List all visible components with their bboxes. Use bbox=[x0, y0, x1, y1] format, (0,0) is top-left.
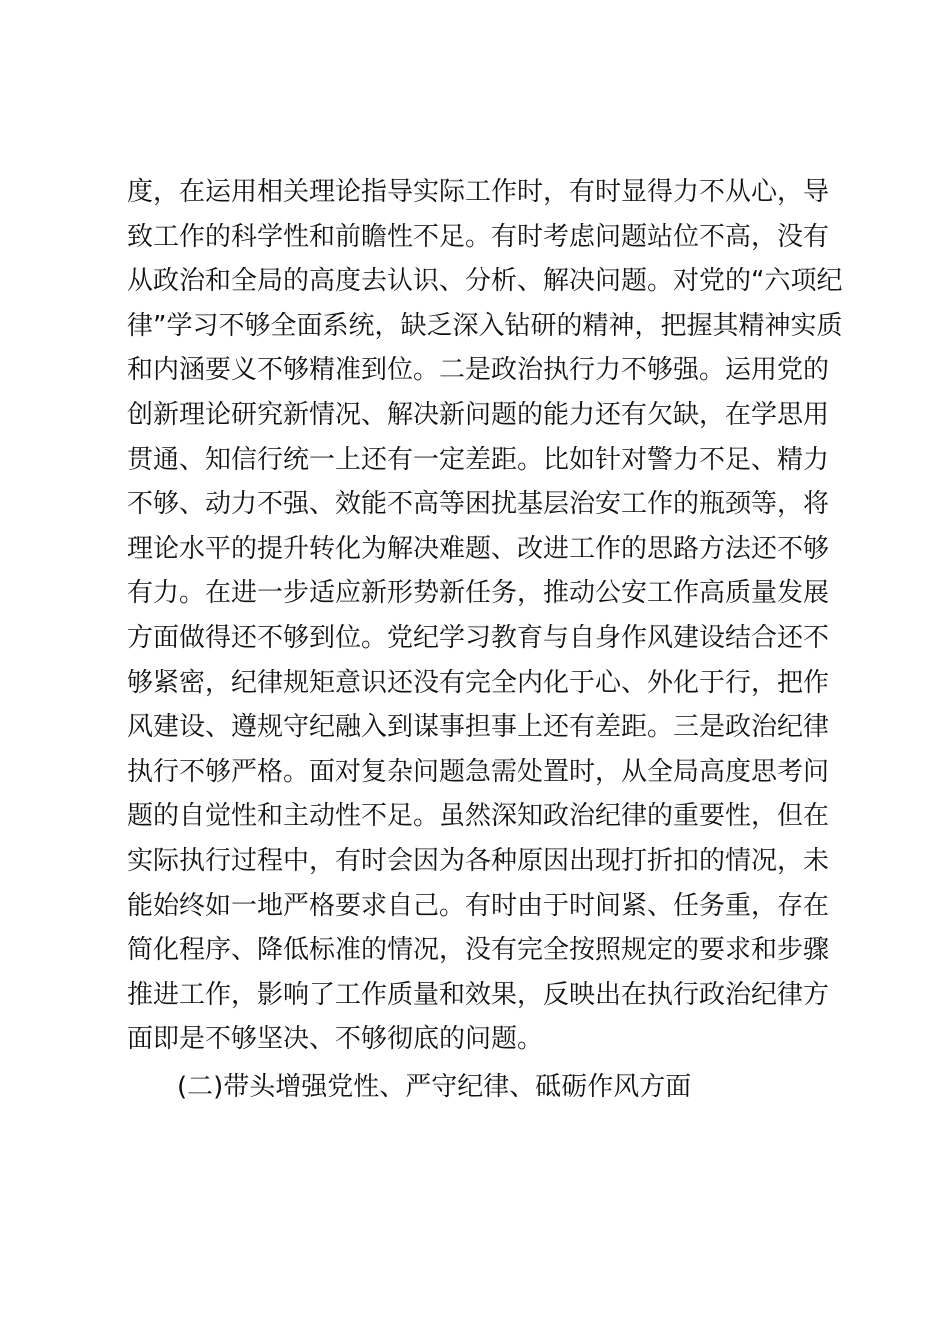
body-paragraph bbox=[127, 170, 843, 1062]
paragraph-line: 面即是不够坚决、不够彻底的问题。 bbox=[127, 1024, 544, 1055]
paragraph-line: 方面做得还不够到位。党纪学习教育与自身作风建设结合还不 bbox=[127, 622, 830, 653]
paragraph-line: 律”学习不够全面系统，缺乏深入钻研的精神，把握其精神实质 bbox=[127, 310, 843, 341]
paragraph-line: 理论水平的提升转化为解决难题、改进工作的思路方法还不够 bbox=[127, 533, 830, 564]
paragraph-line: 贯通、知信行统一上还有一定差距。比如针对警力不足、精力 bbox=[127, 444, 830, 475]
paragraph-line: 简化程序、降低标准的情况，没有完全按照规定的要求和步骤 bbox=[127, 935, 830, 966]
paragraph-line: 从政治和全局的高度去认识、分析、解决问题。对党的“六项纪 bbox=[127, 266, 843, 297]
section-heading: (二)带头增强党性、严守纪律、砥砺作风方面 bbox=[177, 1072, 692, 1102]
paragraph-line: 创新理论研究新情况、解决新问题的能力还有欠缺，在学思用 bbox=[127, 399, 830, 430]
paragraph-line: 有力。在进一步适应新形势新任务，推动公安工作高质量发展 bbox=[127, 578, 830, 609]
paragraph-line: 不够、动力不强、效能不高等困扰基层治安工作的瓶颈等，将 bbox=[127, 489, 830, 520]
paragraph-line: 实际执行过程中，有时会因为各种原因出现打折扣的情况，未 bbox=[127, 845, 830, 876]
paragraph-line: 题的自觉性和主动性不足。虽然深知政治纪律的重要性，但在 bbox=[127, 801, 830, 832]
paragraph-line: 致工作的科学性和前瞻性不足。有时考虑问题站位不高，没有 bbox=[127, 221, 830, 252]
paragraph-line: 执行不够严格。面对复杂问题急需处置时，从全局高度思考问 bbox=[127, 756, 830, 787]
paragraph-line: 和内涵要义不够精准到位。二是政治执行力不够强。运用党的 bbox=[127, 355, 830, 386]
paragraph-line: 能始终如一地严格要求自己。有时由于时间紧、任务重，存在 bbox=[127, 890, 830, 921]
paragraph-line: 够紧密，纪律规矩意识还没有完全内化于心、外化于行，把作 bbox=[127, 667, 830, 698]
paragraph-line: 推进工作，影响了工作质量和效果，反映出在执行政治纪律方 bbox=[127, 979, 830, 1010]
paragraph-line: 风建设、遵规守纪融入到谋事担事上还有差距。三是政治纪律 bbox=[127, 712, 830, 743]
paragraph-line: 度，在运用相关理论指导实际工作时，有时显得力不从心，导 bbox=[127, 177, 830, 207]
